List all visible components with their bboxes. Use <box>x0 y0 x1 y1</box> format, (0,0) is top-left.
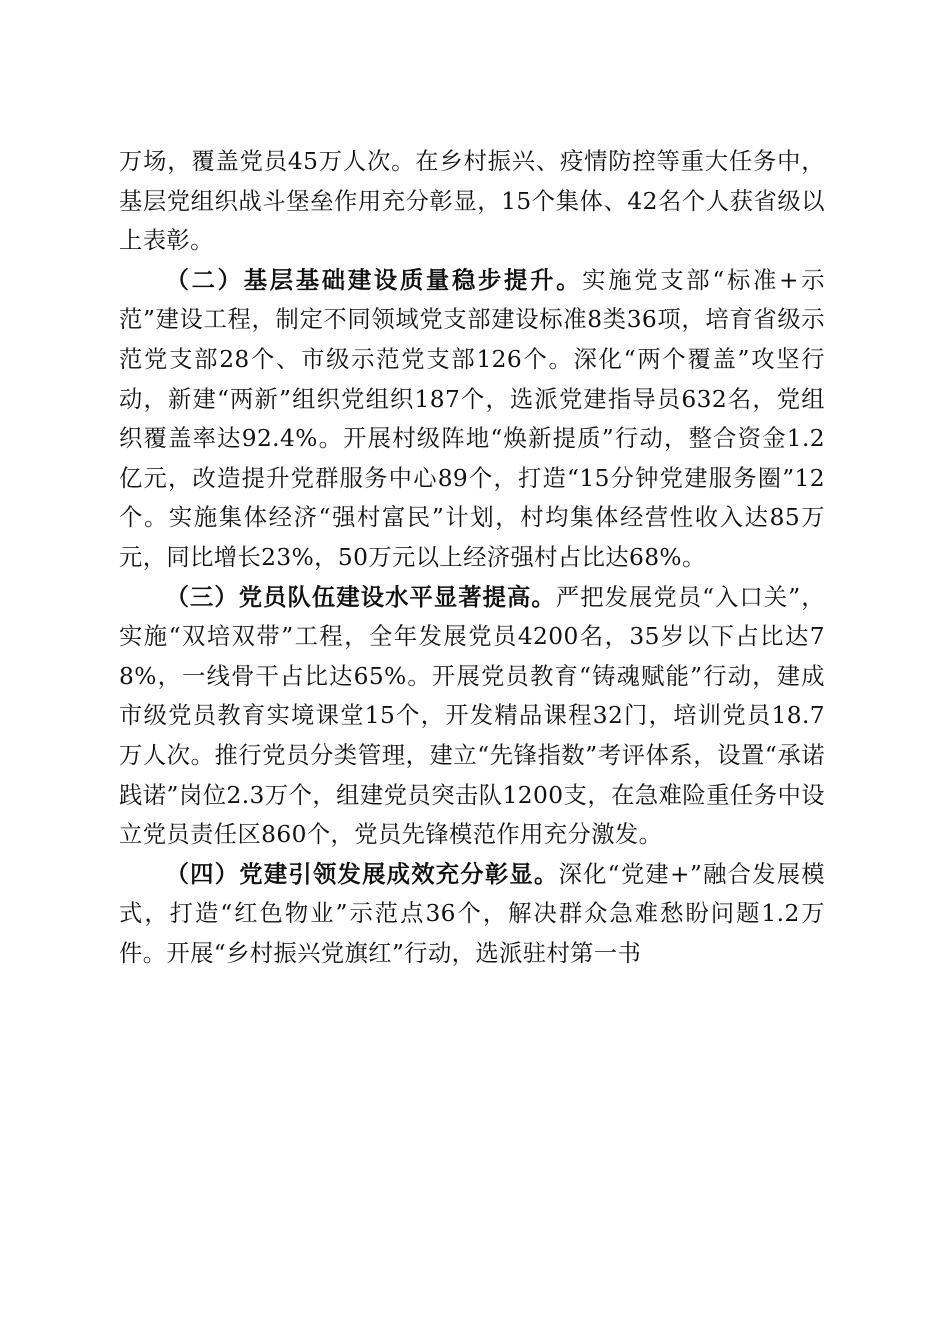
paragraph-2-body: 实施党支部“标准+示范”建设工程，制定不同领域党支部建设标准8类36项，培育省级示范党支部28个、市级示范党支部126个。深化“两个覆盖”攻坚行动，新建“两新”组织党组织187个，选派党建指导员632名，党组织覆盖率达92.4%。开展村级阵地“焕新提质”行动，整合资金1.2亿元，改造提升党群服务中心89个，打造“15分钟党建服务圈”12个。实施集体经济“强村富民”计划，村均集体经营性收入达85万元，同比增长23%，50万元以上经济强村占比达68%。 <box>119 266 825 571</box>
paragraph-3-body: 严把发展党员“入口关”，实施“双培双带”工程，全年发展党员4200名，35岁以下占比达78%，一线骨干占比达65%。开展党员教育“铸魂赋能”行动，建成市级党员教育实境课堂15个，开发精品课程32门，培训党员18.7万人次。推行党员分类管理，建立“先锋指数”考评体系，设置“承诺践诺”岗位2.3万个，组建党员突击队1200支，在急难险重任务中设立党员责任区860个，党员先锋模范作用充分激发。 <box>119 583 826 849</box>
paragraph-3 <box>119 578 825 855</box>
paragraph-4-body: 深化“党建+”融合发展模式，打造“红色物业”示范点36个，解决群众急难愁盼问题1.2万件。开展“乡村振兴党旗红”行动，选派驻村第一书 <box>119 860 826 967</box>
paragraph-4-heading: （四）党建引领发展成效充分彰显。 <box>165 860 559 888</box>
paragraph-3-heading: （三）党员队伍建设水平显著提高。 <box>165 583 556 611</box>
paragraph-4 <box>119 855 825 974</box>
paragraph-1 <box>119 142 825 261</box>
paragraph-2 <box>119 261 825 578</box>
paragraph-1-body: 万场，覆盖党员45万人次。在乡村振兴、疫情防控等重大任务中，基层党组织战斗堡垒作用充分彰显，15个集体、42名个人获省级以上表彰。 <box>119 148 825 255</box>
paragraph-2-heading: （二）基层基础建设质量稳步提升。 <box>165 266 583 294</box>
